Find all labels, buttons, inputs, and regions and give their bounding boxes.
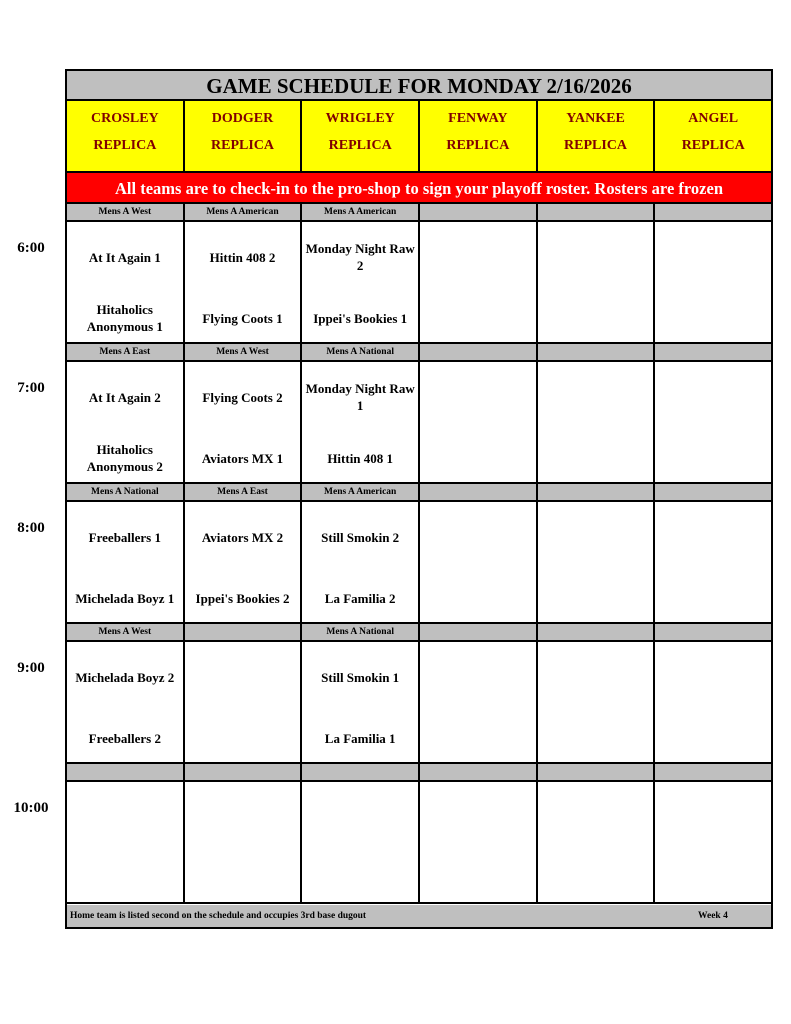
home-team: Michelada Boyz 1 [75, 591, 175, 606]
division-row [67, 624, 771, 642]
away-team: Hittin 408 2 [209, 250, 276, 265]
time-slot-block [67, 484, 771, 624]
game-cell [67, 362, 185, 482]
field-sub: REPLICA [211, 138, 275, 153]
division-label [538, 624, 656, 640]
away-team: At It Again 2 [88, 390, 161, 405]
game-cell [420, 362, 538, 482]
division-label [420, 204, 538, 220]
field-name: YANKEE [566, 111, 625, 126]
division-label: Mens A National [67, 484, 185, 500]
division-label [655, 204, 771, 220]
game-cell [185, 782, 303, 902]
division-label: Mens A National [302, 624, 420, 640]
away-team: Aviators MX 2 [201, 530, 284, 545]
division-label [655, 624, 771, 640]
division-label [655, 484, 771, 500]
division-label [538, 484, 656, 500]
field-sub: REPLICA [93, 138, 157, 153]
games-row [67, 222, 771, 344]
game-cell [185, 502, 303, 622]
division-row [67, 204, 771, 222]
division-label [538, 204, 656, 220]
time-slot-block [67, 764, 771, 904]
game-cell [302, 222, 420, 342]
game-cell [655, 502, 771, 622]
division-label [420, 624, 538, 640]
division-label: Mens A American [302, 484, 420, 500]
home-team: La Familia 1 [324, 731, 396, 746]
time-slot-block [67, 624, 771, 764]
field-header-angel [655, 101, 771, 173]
games-row [67, 782, 771, 904]
division-label: Mens A American [302, 204, 420, 220]
week-label: Week 4 [698, 911, 728, 921]
time-slot-block [67, 344, 771, 484]
away-team: Freeballers 1 [88, 530, 161, 545]
game-cell [302, 642, 420, 762]
away-team: At It Again 1 [88, 250, 161, 265]
game-cell [538, 782, 656, 902]
away-team: Still Smokin 2 [321, 530, 400, 545]
game-cell [420, 502, 538, 622]
division-label [185, 624, 303, 640]
home-team: La Familia 2 [324, 591, 396, 606]
field-name: WRIGLEY [325, 111, 395, 126]
game-cell [538, 362, 656, 482]
home-team: Hitaholics Anonymous 2 [86, 442, 163, 474]
field-name: DODGER [211, 111, 274, 126]
field-header-row [67, 101, 771, 173]
away-team: Monday Night Raw 1 [305, 381, 415, 413]
field-header-fenway [420, 101, 538, 173]
home-team: Flying Coots 1 [202, 311, 283, 326]
home-team: Ippei's Bookies 1 [313, 311, 408, 326]
game-cell [67, 222, 185, 342]
field-sub: REPLICA [681, 138, 745, 153]
game-cell [185, 222, 303, 342]
game-cell [538, 222, 656, 342]
division-label [185, 764, 303, 780]
field-header-yankee [538, 101, 656, 173]
field-name: FENWAY [448, 111, 508, 126]
division-label [420, 484, 538, 500]
games-row [67, 362, 771, 484]
division-label: Mens A National [302, 344, 420, 360]
field-header-crosley [67, 101, 185, 173]
game-cell [67, 642, 185, 762]
schedule-title: GAME SCHEDULE FOR MONDAY 2/16/2026 [67, 71, 771, 101]
games-row [67, 502, 771, 624]
game-cell [655, 782, 771, 902]
game-cell [538, 642, 656, 762]
footer-bar [67, 905, 771, 927]
field-header-dodger [185, 101, 303, 173]
division-label [538, 344, 656, 360]
division-label [67, 764, 185, 780]
time-slot-block [67, 204, 771, 344]
home-team: Hitaholics Anonymous 1 [86, 302, 163, 334]
time-label: 8:00 [17, 520, 45, 536]
home-team: Freeballers 2 [88, 731, 161, 746]
footer-note: Home team is listed second on the schedule and occupies 3rd base dugout [70, 911, 367, 921]
game-cell [67, 502, 185, 622]
division-label: Mens A East [67, 344, 185, 360]
field-name: CROSLEY [90, 111, 159, 126]
game-cell [185, 362, 303, 482]
away-team: Monday Night Raw 2 [305, 241, 415, 273]
division-label: Mens A West [67, 204, 185, 220]
division-row [67, 344, 771, 362]
division-label: Mens A West [185, 344, 303, 360]
schedule-sheet [65, 69, 773, 929]
division-row [67, 764, 771, 782]
home-team: Ippei's Bookies 2 [195, 591, 290, 606]
game-cell [420, 782, 538, 902]
game-cell [302, 502, 420, 622]
time-label: 9:00 [17, 660, 45, 676]
division-label [538, 764, 656, 780]
field-header-wrigley [302, 101, 420, 173]
game-cell [655, 362, 771, 482]
home-team: Hittin 408 1 [327, 451, 394, 466]
field-sub: REPLICA [328, 138, 392, 153]
time-label: 6:00 [17, 240, 45, 256]
game-cell [67, 782, 185, 902]
home-team: Aviators MX 1 [201, 451, 284, 466]
game-cell [420, 642, 538, 762]
division-label: Mens A American [185, 204, 303, 220]
game-cell [655, 642, 771, 762]
away-team: Flying Coots 2 [202, 390, 283, 405]
field-name: ANGEL [688, 111, 739, 126]
division-row [67, 484, 771, 502]
division-label: Mens A East [185, 484, 303, 500]
notice-banner: All teams are to check-in to the pro-shop to sign your playoff roster. Rosters are frozen [67, 173, 771, 204]
time-label: 7:00 [17, 380, 45, 396]
away-team: Michelada Boyz 2 [75, 670, 175, 685]
game-cell [302, 782, 420, 902]
division-label [302, 764, 420, 780]
game-cell [420, 222, 538, 342]
division-label: Mens A West [67, 624, 185, 640]
division-label [420, 764, 538, 780]
games-row [67, 642, 771, 764]
division-label [655, 344, 771, 360]
field-sub: REPLICA [564, 138, 628, 153]
game-cell [655, 222, 771, 342]
game-cell [185, 642, 303, 762]
away-team: Still Smokin 1 [321, 670, 400, 685]
division-label [655, 764, 771, 780]
time-label: 10:00 [13, 800, 49, 816]
game-cell [538, 502, 656, 622]
division-label [420, 344, 538, 360]
field-sub: REPLICA [446, 138, 510, 153]
game-cell [302, 362, 420, 482]
